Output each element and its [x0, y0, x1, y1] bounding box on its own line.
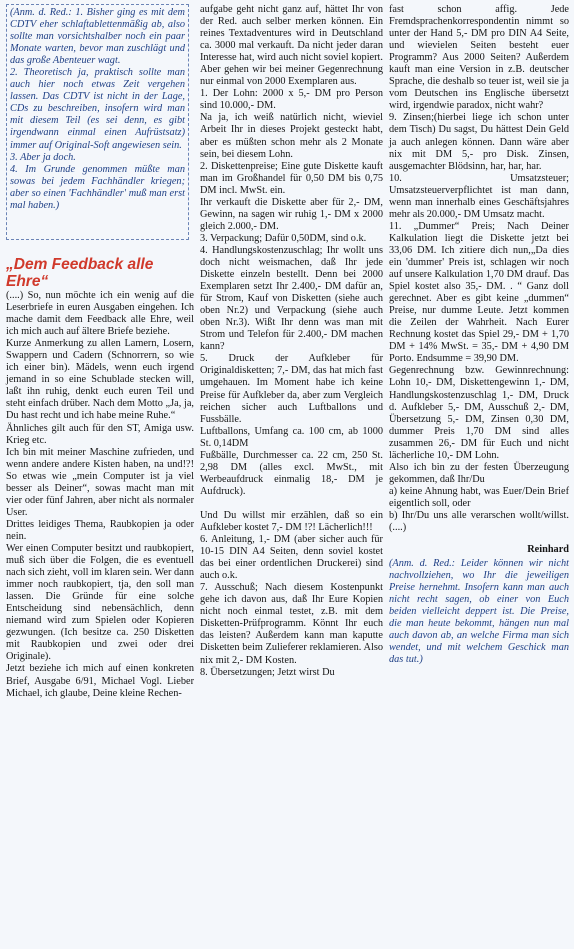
- letter-signature: Reinhard: [527, 544, 569, 556]
- editor-note-top: (Anm. d. Red.: 1. Bisher ging es mit dem CDTV eher schlaftablettenmäßig ab, also sollte man vorsichtshalber noch ein paar Monate warten, bevor man zuschlägt und das große Abenteuer wagt. 2. Theoretisch ja, praktisch sollte man auch hier noch etwas Zeit vergehen lassen. Das CDTV ist nicht in der Lage, CDs zu beschreiben, insofern wird man mit diesem Teil (es sei denn, es gibt irgendwann einmal einen Aufrüstsatz) immer auf Original-Soft angewiesen sein. 3. Aber ja doch. 4. Im Grunde genommen müßte man sowas bei jedem Fachhändler kriegen; aber so einen 'Fachhändler' muß man erst mal haben.): [6, 4, 189, 240]
- letter-body-col3: fast schon affig. Jede Fremdsprachenkorrespondentin nimmt so unter der Hand 5,- DM pro DIN A4 Seite, und wievielen Seiten besteht euer Programm? Aus 2000 Seiten? Außerdem kauft man eine Version in z.B. deutscher Sprache, die deshalb so teuer ist, weil sie ja vom Deutschen ins Englische übersetzt wird, irgendwie paradox, nicht wahr? 9. Zinsen;(hierbei liege ich schon unter dem Tisch) Du sagst, Du hättest Dein Geld ja auch anlegen können. Dann wäre aber nix mit DM 5,- pro Disk. Zinsen, ausgemachter Blödsinn, har, har, har. 10. Umsatzsteuer; Umsatzsteuerverpflichtet ist man dann, wenn man innerhalb eines Geschäftsjahres mehr als 20.000,- DM Umsatz macht. 11. „Dummer“ Preis; Nach Deiner Kalkulation liegt die Diskette jetzt bei 33,06 DM. Ich zitiere dich nun,„Da dies ein 'dummer' Preis ist, schlagen wir noch auf unsere Kalkulation 1,70 DM drauf. Das Spiel kostet also 35,- DM. . “ Ganz doll gerechnet. Aber es gibt keine „dummen“ Preise, nur dumme Leute. Jetzt kommen die Zeilen der Wahrheit. Nach Eurer Rechnung kostet das Spiel 29,- DM + 1,70 DM + 14% MwSt. = 35,- DM + 4,90 DM Porto. Endsumme = 39,90 DM. Gegenrechnung bzw. Gewinnrechnung: Lohn 10,- DM, Diskettengewinn 1,- DM, Handlungskostenzuschlag 1,- DM, Druck d. Aufkleber 5,- DM, Ausschuß 2,- DM, Übersetzung 5,- DM, Zinsen 0,30 DM, dummer Preis 1,70 DM sind alles zusammen 26,- DM für Euch und nicht lächerliche 10,- DM Lohn. Also ich bin zu der festen Überzeugung gekommen, daß Ihr/Du a) keine Ahnung habt, was Euer/Dein Brief eigentlich soll, oder b) Ihr/Du uns alle verarschen wollt/willst. (....): [389, 4, 569, 534]
- editor-note-bottom: (Anm. d. Red.: Leider können wir nicht nachvollziehen, wo Ihr die jeweiligen Preise hernehmt. Insofern kann man auch nicht recht sagen, ob einer von Euch beiden vielleicht deppert ist. Die Preise, die man heute bekommt, hängen nun mal auch davon ab, an welche Firma man sich wendet, und mit welchem Geschick man das tut.): [389, 558, 569, 666]
- column-3: [389, 4, 569, 667]
- letter-headline: „Dem Feedback alle Ehre“: [6, 256, 154, 290]
- letter-body-col1: (....) So, nun möchte ich ein wenig auf die Leserbriefe in euren Ausgaben eingehen. Ich mache damit dem Feedback alle Ehre, weil ich mich auch auf ältere Briefe beziehe. Kurze Anmerkung zu allen Lamern, Losern, Swappern und Cadern (Schnorrern, so wie ich einer bin). Mädels, wenn euch irgend jemand in so eine Schublade stecken will, laßt ihn ruhig, denkt euch euren Teil und steht einfach drüber. Nach dem Motto „Ja, ja, Du hast recht und ich habe meine Ruhe.“ Ähnliches gilt auch für den ST, Amiga usw. Krieg etc. Ich bin mit meiner Maschine zufrieden, und wenn andere andere Kisten haben, na und!?! So etwas wie „mein Computer ist ja viel besser als Deiner“, sowas macht man mit vier oder fünf Jahren, aber nicht als normaler User. Drittes leidiges Thema, Raubkopien ja oder nein. Wer einen Computer besitzt und raubkopiert, muß sich über die Folgen, die es eventuell nach sich zieht, voll im klaren sein. Wer dann immer noch raubkopiert, tja, den soll man lassen. Die Gründe für eine solche Entscheidung sind nebensächlich, denn niemand wird zum Spielen oder Kopieren gezwungen. (Ich besitze ca. 250 Disketten mit Raubkopien und zwei oder drei Originale). Jetzt beziehe ich mich auf einen konkreten Brief, Ausgabe 6/91, Michael Vogl. Lieber Michael, ich glaube, Deine kleine Rechen-: [6, 290, 194, 699]
- column-2: [200, 4, 383, 679]
- letter-body-col2: aufgabe geht nicht ganz auf, hättet Ihr von der Red. auch selber merken können. Ein reines Textadventures wird in Deutschland ca. 3000 mal verkauft. Da nicht jeder daran Interesse hat, wird auch nicht soviel kopiert. Aber gehen wir bei meiner Gegenrechnung nur einmal von 2000 Exemplaren aus. 1. Der Lohn: 2000 x 5,- DM pro Person sind 10.000,- DM. Na ja, ich weiß natürlich nicht, wieviel Arbeit Ihr in dieses Projekt gesteckt habt, aber es müßten schon mehr als 2 Monate sein, bei diesem Lohn. 2. Diskettenpreise; Eine gute Diskette kauft man im Großhandel für 0,50 DM bis 0,75 DM incl. MwSt. ein. Ihr verkauft die Diskette aber für 2,- DM, Gewinn, na sagen wir ruhig 1,- DM x 2000 gleich 2.000,- DM. 3. Verpackung; Dafür 0,50DM, sind o.k. 4. Handlungskostenzuschlag; Ihr wollt uns doch nicht weismachen, daß Ihr jede Diskette einzeln bestellt. Denn bei 2000 Exemplaren setzt Ihr 2.400,- DM dafür an, für Strom, Kauf von Disketten (siehe auch oben Nr.2) und Verpackung (siehe auch oben Nr.3). Wißt Ihr denn was man mit Strom und Telefon für 2.400,- DM machen kann? 5. Druck der Aufkleber für Originaldisketten; 7,- DM, das hat mich fast umgehauen. Im Moment habe ich keine Preise für Aufkleber da, aber zum Vergleich reichen sicher auch Luftballons und Fussbälle. Luftballons, Umfang ca. 100 cm, ab 1000 St. 0,14DM Fußbälle, Durchmesser ca. 22 cm, 250 St. 2,98 DM (alles excl. MwSt., mit Werbeaufdruck einmalig 18,- DM je Aufdruck). Und Du willst mir erzählen, daß so ein Aufkleber kostet 7,- DM !?! Lächerlich!!! 6. Anleitung, 1,- DM (aber sicher auch für 10-15 DIN A4 Seiten, denn soviel kostet das bei einer ordentlichen Druckerei) sind auch o.k. 7. Ausschuß; Nach diesem Kostenpunkt gehe ich davon aus, daß Ihr Eure Kopien nicht noch einmal testet, z.B. mit dem Disketten-Prüfprogramm. Könnt Ihr euch das leisten? Außerdem kann man kaputte Disketten beim Zulieferer reklamieren. Also nix mit 2,- DM Kosten. 8. Übersetzungen; Jetzt wirst Du: [200, 4, 383, 678]
